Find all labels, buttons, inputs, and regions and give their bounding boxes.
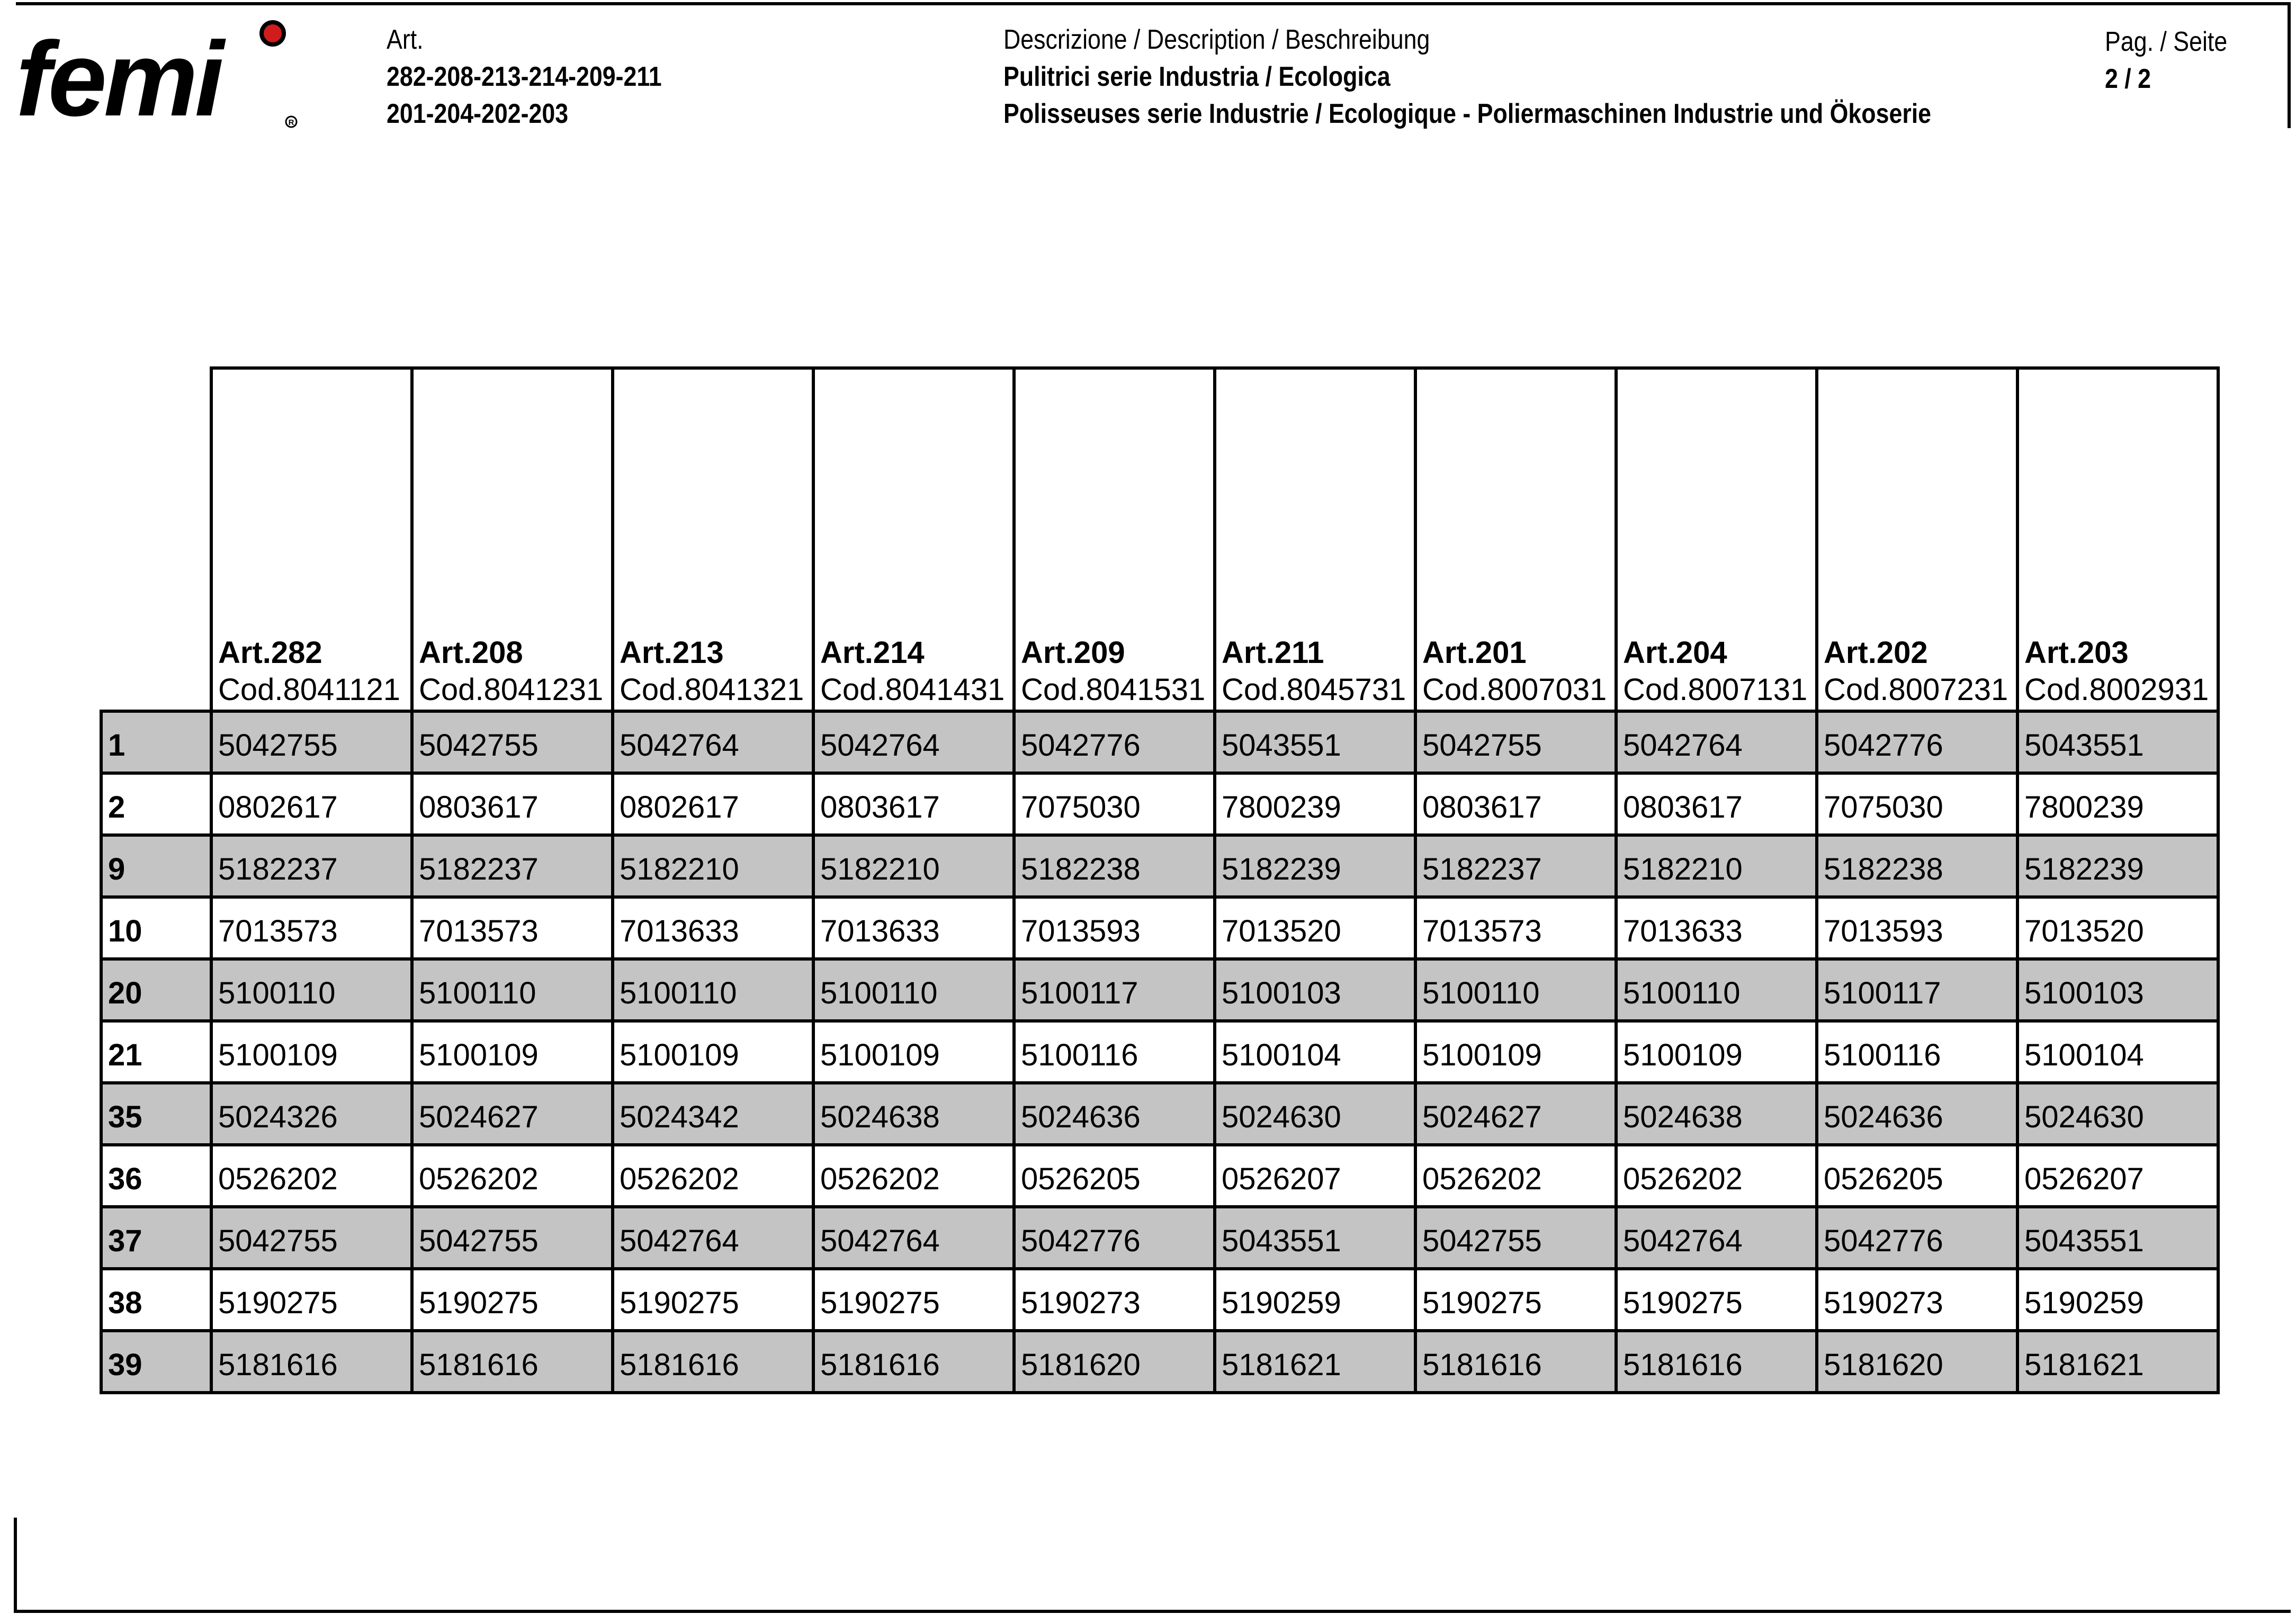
part-code-cell: 5181616 bbox=[1415, 1331, 1616, 1393]
part-code-cell: 5100110 bbox=[813, 959, 1014, 1021]
part-code-cell: 0803617 bbox=[1616, 773, 1817, 835]
part-code-cell: 0526205 bbox=[1014, 1145, 1215, 1207]
position-number-cell: 2 bbox=[101, 773, 211, 835]
part-code-cell: 5042776 bbox=[1014, 1207, 1215, 1269]
part-code-cell: 7013593 bbox=[1014, 897, 1215, 959]
column-header: Art.202 Cod.8007231 bbox=[1817, 368, 2017, 711]
part-code-cell: 5100104 bbox=[1215, 1021, 1415, 1083]
page-frame-right-line bbox=[2288, 2, 2291, 128]
part-code-cell: 5190259 bbox=[2017, 1269, 2218, 1331]
part-code-cell: 7013520 bbox=[2017, 897, 2218, 959]
part-code-cell: 5182238 bbox=[1817, 835, 2017, 897]
part-code-cell: 7075030 bbox=[1817, 773, 2017, 835]
part-code-cell: 5182210 bbox=[613, 835, 813, 897]
table-row bbox=[101, 1021, 2218, 1083]
part-code-cell: 5100110 bbox=[1415, 959, 1616, 1021]
logo-red-dot bbox=[264, 24, 282, 42]
part-code-cell: 5042764 bbox=[613, 1207, 813, 1269]
part-code-cell: 5042764 bbox=[613, 711, 813, 773]
part-code-cell: 5100109 bbox=[1616, 1021, 1817, 1083]
position-number-cell: 1 bbox=[101, 711, 211, 773]
position-number-cell: 35 bbox=[101, 1083, 211, 1145]
part-code-cell: 5190275 bbox=[211, 1269, 412, 1331]
part-code-cell: 5100110 bbox=[412, 959, 613, 1021]
art-label: Art. bbox=[387, 24, 424, 55]
table-row bbox=[101, 711, 2218, 773]
part-code-cell: 7013633 bbox=[813, 897, 1014, 959]
description-block bbox=[1003, 21, 1931, 132]
part-code-cell: 5043551 bbox=[2017, 1207, 2218, 1269]
article-numbers-block bbox=[387, 21, 662, 132]
spare-parts-table bbox=[100, 366, 2220, 1394]
part-code-cell: 0526207 bbox=[2017, 1145, 2218, 1207]
part-code-cell: 5042764 bbox=[1616, 1207, 1817, 1269]
table-row bbox=[101, 1207, 2218, 1269]
position-number-cell: 39 bbox=[101, 1331, 211, 1393]
part-code-cell: 5024638 bbox=[813, 1083, 1014, 1145]
part-code-cell: 5042776 bbox=[1014, 711, 1215, 773]
part-code-cell: 7013573 bbox=[1415, 897, 1616, 959]
part-code-cell: 5100103 bbox=[2017, 959, 2218, 1021]
femi-logo-wordmark: femi bbox=[16, 20, 221, 132]
column-header: Art.203 Cod.8002931 bbox=[2017, 368, 2218, 711]
part-code-cell: 5042755 bbox=[1415, 1207, 1616, 1269]
column-header: Art.204 Cod.8007131 bbox=[1616, 368, 1817, 711]
part-code-cell: 5181621 bbox=[1215, 1331, 1415, 1393]
art-numbers-line1: 282-208-213-214-209-211 bbox=[387, 61, 662, 92]
part-code-cell: 5042764 bbox=[813, 1207, 1014, 1269]
part-code-cell: 5182237 bbox=[1415, 835, 1616, 897]
description-label: Descrizione / Description / Beschreibung bbox=[1003, 24, 1430, 55]
part-code-cell: 5024342 bbox=[613, 1083, 813, 1145]
part-code-cell: 0526202 bbox=[211, 1145, 412, 1207]
column-header: Art.209 Cod.8041531 bbox=[1014, 368, 1215, 711]
part-code-cell: 5190275 bbox=[613, 1269, 813, 1331]
part-code-cell: 0526202 bbox=[1415, 1145, 1616, 1207]
part-code-cell: 5024630 bbox=[1215, 1083, 1415, 1145]
part-code-cell: 0526207 bbox=[1215, 1145, 1415, 1207]
part-code-cell: 5024638 bbox=[1616, 1083, 1817, 1145]
part-code-cell: 5100117 bbox=[1014, 959, 1215, 1021]
part-code-cell: 7013593 bbox=[1817, 897, 2017, 959]
art-numbers-line2: 201-204-202-203 bbox=[387, 98, 569, 129]
part-code-cell: 5190275 bbox=[1415, 1269, 1616, 1331]
part-code-cell: 5181616 bbox=[412, 1331, 613, 1393]
part-code-cell: 5024627 bbox=[412, 1083, 613, 1145]
description-line1: Pulitrici serie Industria / Ecologica bbox=[1003, 61, 1391, 92]
part-code-cell: 5042755 bbox=[412, 711, 613, 773]
page-frame-left-line bbox=[14, 1518, 17, 1613]
part-code-cell: 5100103 bbox=[1215, 959, 1415, 1021]
part-code-cell: 5100109 bbox=[412, 1021, 613, 1083]
part-code-cell: 5182237 bbox=[211, 835, 412, 897]
part-code-cell: 5100110 bbox=[1616, 959, 1817, 1021]
table-row bbox=[101, 1269, 2218, 1331]
svg-text:R: R bbox=[288, 118, 294, 127]
part-code-cell: 0803617 bbox=[412, 773, 613, 835]
part-code-cell: 0526205 bbox=[1817, 1145, 2017, 1207]
part-code-cell: 5100109 bbox=[613, 1021, 813, 1083]
part-code-cell: 5190273 bbox=[1014, 1269, 1215, 1331]
page-number: 2 / 2 bbox=[2105, 64, 2151, 94]
part-code-cell: 0803617 bbox=[813, 773, 1014, 835]
part-code-cell: 7013520 bbox=[1215, 897, 1415, 959]
part-code-cell: 5042755 bbox=[1415, 711, 1616, 773]
part-code-cell: 5024630 bbox=[2017, 1083, 2218, 1145]
part-code-cell: 5181616 bbox=[813, 1331, 1014, 1393]
table-row bbox=[101, 959, 2218, 1021]
part-code-cell: 5042755 bbox=[412, 1207, 613, 1269]
column-header: Art.201 Cod.8007031 bbox=[1415, 368, 1616, 711]
page-label: Pag. / Seite bbox=[2105, 26, 2228, 57]
part-code-cell: 7013573 bbox=[412, 897, 613, 959]
table-row bbox=[101, 1083, 2218, 1145]
part-code-cell: 5181620 bbox=[1817, 1331, 2017, 1393]
part-code-cell: 5042776 bbox=[1817, 1207, 2017, 1269]
part-code-cell: 5042764 bbox=[813, 711, 1014, 773]
position-number-cell: 36 bbox=[101, 1145, 211, 1207]
part-code-cell: 5024636 bbox=[1014, 1083, 1215, 1145]
part-code-cell: 5182237 bbox=[412, 835, 613, 897]
part-code-cell: 5043551 bbox=[1215, 711, 1415, 773]
part-code-cell: 5100116 bbox=[1014, 1021, 1215, 1083]
part-code-cell: 5182210 bbox=[1616, 835, 1817, 897]
part-code-cell: 7013573 bbox=[211, 897, 412, 959]
part-code-cell: 5182210 bbox=[813, 835, 1014, 897]
part-code-cell: 5042776 bbox=[1817, 711, 2017, 773]
part-code-cell: 0802617 bbox=[211, 773, 412, 835]
page-frame-top-line bbox=[16, 2, 2291, 5]
part-code-cell: 5043551 bbox=[1215, 1207, 1415, 1269]
part-code-cell: 5024326 bbox=[211, 1083, 412, 1145]
part-code-cell: 7013633 bbox=[613, 897, 813, 959]
column-header: Art.214 Cod.8041431 bbox=[813, 368, 1014, 711]
column-header: Art.213 Cod.8041321 bbox=[613, 368, 813, 711]
part-code-cell: 0802617 bbox=[613, 773, 813, 835]
position-number-cell: 38 bbox=[101, 1269, 211, 1331]
column-header: Art.208 Cod.8041231 bbox=[412, 368, 613, 711]
part-code-cell: 5190273 bbox=[1817, 1269, 2017, 1331]
table-body bbox=[101, 711, 2218, 1393]
part-code-cell: 5100109 bbox=[211, 1021, 412, 1083]
position-number-cell: 21 bbox=[101, 1021, 211, 1083]
part-code-cell: 5024636 bbox=[1817, 1083, 2017, 1145]
part-code-cell: 5182238 bbox=[1014, 835, 1215, 897]
table-header-row bbox=[101, 368, 2218, 711]
table-row bbox=[101, 835, 2218, 897]
part-code-cell: 5182239 bbox=[2017, 835, 2218, 897]
position-number-cell: 9 bbox=[101, 835, 211, 897]
part-code-cell: 0526202 bbox=[412, 1145, 613, 1207]
part-code-cell: 5042764 bbox=[1616, 711, 1817, 773]
table-row bbox=[101, 773, 2218, 835]
part-code-cell: 5100117 bbox=[1817, 959, 2017, 1021]
part-code-cell: 5190275 bbox=[1616, 1269, 1817, 1331]
part-code-cell: 5181621 bbox=[2017, 1331, 2218, 1393]
table-row bbox=[101, 897, 2218, 959]
part-code-cell: 0526202 bbox=[1616, 1145, 1817, 1207]
part-code-cell: 5181616 bbox=[211, 1331, 412, 1393]
part-code-cell: 5043551 bbox=[2017, 711, 2218, 773]
part-code-cell: 5190259 bbox=[1215, 1269, 1415, 1331]
part-code-cell: 5181616 bbox=[1616, 1331, 1817, 1393]
part-code-cell: 7800239 bbox=[2017, 773, 2218, 835]
part-code-cell: 5100116 bbox=[1817, 1021, 2017, 1083]
part-code-cell: 7800239 bbox=[1215, 773, 1415, 835]
femi-logo bbox=[5, 16, 302, 132]
page-number-block bbox=[2105, 23, 2227, 97]
part-code-cell: 7013633 bbox=[1616, 897, 1817, 959]
part-code-cell: 5100109 bbox=[1415, 1021, 1616, 1083]
part-code-cell: 5181620 bbox=[1014, 1331, 1215, 1393]
part-code-cell: 5100110 bbox=[211, 959, 412, 1021]
position-number-cell: 20 bbox=[101, 959, 211, 1021]
table-row bbox=[101, 1145, 2218, 1207]
part-code-cell: 7075030 bbox=[1014, 773, 1215, 835]
part-code-cell: 5190275 bbox=[813, 1269, 1014, 1331]
part-code-cell: 5100110 bbox=[613, 959, 813, 1021]
part-code-cell: 5190275 bbox=[412, 1269, 613, 1331]
position-number-cell: 37 bbox=[101, 1207, 211, 1269]
part-code-cell: 5042755 bbox=[211, 1207, 412, 1269]
table-row bbox=[101, 1331, 2218, 1393]
part-code-cell: 0803617 bbox=[1415, 773, 1616, 835]
column-header: Art.211 Cod.8045731 bbox=[1215, 368, 1415, 711]
description-line2: Polisseuses serie Industrie / Ecologique - Poliermaschinen Industrie und Ökoserie bbox=[1003, 98, 1932, 129]
part-code-cell: 5100104 bbox=[2017, 1021, 2218, 1083]
part-code-cell: 5024627 bbox=[1415, 1083, 1616, 1145]
part-code-cell: 5100109 bbox=[813, 1021, 1014, 1083]
page-frame-bottom-line bbox=[14, 1610, 2291, 1613]
part-code-cell: 5181616 bbox=[613, 1331, 813, 1393]
part-code-cell: 5042755 bbox=[211, 711, 412, 773]
part-code-cell: 0526202 bbox=[813, 1145, 1014, 1207]
part-code-cell: 5182239 bbox=[1215, 835, 1415, 897]
table-corner-cell bbox=[101, 368, 211, 711]
column-header: Art.282 Cod.8041121 bbox=[211, 368, 412, 711]
position-number-cell: 10 bbox=[101, 897, 211, 959]
part-code-cell: 0526202 bbox=[613, 1145, 813, 1207]
